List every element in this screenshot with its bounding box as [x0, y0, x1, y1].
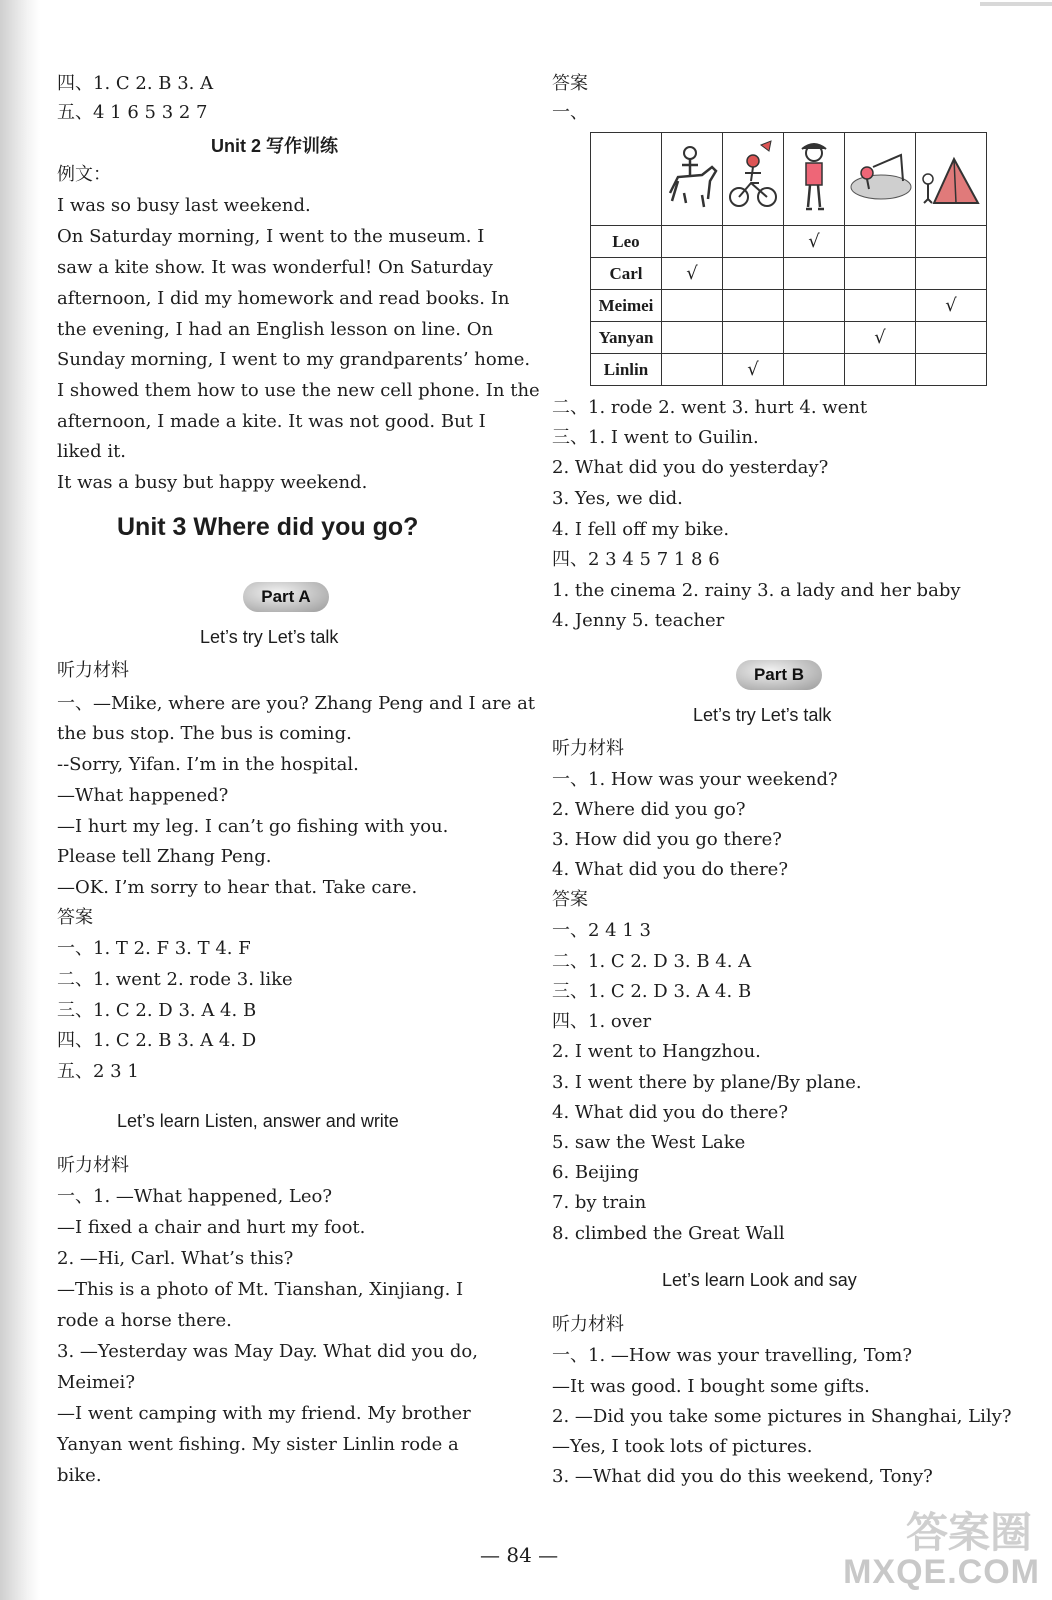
table-cell	[784, 354, 845, 386]
part-a-badge: Part A	[243, 582, 329, 612]
unit2-title: Unit 2 写作训练	[211, 136, 339, 156]
table-cell	[845, 290, 916, 322]
answer-line: 2. I went to Hangzhou.	[552, 1041, 761, 1062]
table-cell	[662, 226, 723, 258]
dialogue-line: —This is a photo of Mt. Tianshan, Xinjiang. I	[57, 1279, 464, 1300]
horse-rider-icon	[664, 137, 720, 217]
essay-line: saw a kite show. It was wonderful! On Saturday	[57, 257, 493, 278]
essay-line: liked it.	[57, 441, 127, 462]
picture-fishing	[845, 133, 916, 226]
table-cell	[916, 354, 987, 386]
table-cell	[723, 290, 784, 322]
table-cell	[723, 258, 784, 290]
answer-label: 答案	[552, 889, 588, 910]
bike-icon	[725, 137, 781, 217]
listening-label: 听力材料	[552, 738, 624, 759]
answer-line: 6. Beijing	[552, 1162, 639, 1183]
table-cell	[662, 290, 723, 322]
row-name: Leo	[591, 226, 662, 258]
answer-line: 一、2 4 1 3	[552, 920, 651, 941]
table-cell	[845, 354, 916, 386]
table-picture-row	[591, 133, 987, 226]
answer-line: 五、2 3 1	[57, 1061, 139, 1082]
dialogue-line: —I hurt my leg. I can’t go fishing with you.	[57, 816, 449, 837]
answer-label: 答案	[552, 73, 588, 94]
answer-line: 3. Yes, we did.	[552, 488, 683, 509]
table-cell	[784, 322, 845, 354]
picture-horse-riding	[662, 133, 723, 226]
tick-mark: √	[845, 322, 916, 354]
answer-line: 四、2 3 4 5 7 1 8 6	[552, 549, 720, 570]
table-cell	[723, 226, 784, 258]
row-name: Meimei	[591, 290, 662, 322]
unit3-title: Unit 3 Where did you go?	[117, 513, 419, 541]
row-name: Linlin	[591, 354, 662, 386]
dialogue-line: --Sorry, Yifan. I’m in the hospital.	[57, 754, 359, 775]
dialogue-line: rode a horse there.	[57, 1310, 232, 1331]
question-number: 一、	[552, 102, 588, 123]
essay-line: I was so busy last weekend.	[57, 195, 311, 216]
table-cell	[916, 258, 987, 290]
answer-line: 二、1. rode 2. went 3. hurt 4. went	[552, 397, 868, 418]
picture-hurt-foot	[784, 133, 845, 226]
answer-line: 4. Jenny 5. teacher	[552, 610, 725, 631]
watermark-url: MXQE.COM	[843, 1553, 1040, 1591]
table-cell	[662, 322, 723, 354]
tick-mark: √	[916, 290, 987, 322]
question-line: 2. Where did you go?	[552, 799, 746, 820]
answer-line: 五、4 1 6 5 3 2 7	[57, 102, 208, 123]
dialogue-line: —What happened?	[57, 785, 229, 806]
answer-line: 一、1. T 2. F 3. T 4. F	[57, 938, 251, 959]
table-row	[591, 290, 987, 322]
dialogue-line: —I fixed a chair and hurt my foot.	[57, 1217, 366, 1238]
boy-icon	[786, 137, 842, 217]
tick-mark: √	[723, 354, 784, 386]
section-heading: Let’s try Let’s talk	[200, 627, 339, 647]
answer-line: 1. the cinema 2. rainy 3. a lady and her baby	[552, 580, 961, 601]
essay-line: Sunday morning, I went to my grandparents’ home.	[57, 349, 531, 370]
dialogue-line: 3. —Yesterday was May Day. What did you do,	[57, 1341, 478, 1362]
dialogue-line: 2. —Hi, Carl. What’s this?	[57, 1248, 294, 1269]
answer-line: 5. saw the West Lake	[552, 1132, 746, 1153]
dialogue-line: —I went camping with my friend. My brother	[57, 1403, 471, 1424]
answer-line: 四、1. over	[552, 1011, 652, 1032]
dialogue-line: the bus stop. The bus is coming.	[57, 723, 352, 744]
answer-line: 四、1. C 2. B 3. A 4. D	[57, 1030, 257, 1051]
dialogue-line: —It was good. I bought some gifts.	[552, 1376, 870, 1397]
table-row	[591, 322, 987, 354]
listening-label: 听力材料	[57, 1155, 129, 1176]
watermark-logo: 答案圈	[905, 1508, 1032, 1557]
answer-line: 三、1. I went to Guilin.	[552, 427, 759, 448]
dialogue-line: —Yes, I took lots of pictures.	[552, 1436, 813, 1457]
answer-line: 四、1. C 2. B 3. A	[57, 73, 214, 94]
row-name: Carl	[591, 258, 662, 290]
tick-mark: √	[662, 258, 723, 290]
table-cell	[723, 322, 784, 354]
tick-mark: √	[784, 226, 845, 258]
table-cell	[845, 258, 916, 290]
essay-line: I showed them how to use the new cell phone. In the	[57, 380, 540, 401]
picture-cycling	[723, 133, 784, 226]
essay-line: It was a busy but happy weekend.	[57, 472, 368, 493]
table-cell	[784, 258, 845, 290]
listening-label: 听力材料	[552, 1314, 624, 1335]
answer-line: 三、1. C 2. D 3. A 4. B	[57, 1000, 257, 1021]
dialogue-line: bike.	[57, 1465, 102, 1486]
table-cell	[916, 322, 987, 354]
answer-line: 二、1. C 2. D 3. B 4. A	[552, 951, 752, 972]
question-line: 一、1. How was your weekend?	[552, 769, 838, 790]
table-row	[591, 354, 987, 386]
answer-line: 8. climbed the Great Wall	[552, 1223, 785, 1244]
dialogue-line: Meimei?	[57, 1372, 135, 1393]
section-heading: Let’s learn Listen, answer and write	[117, 1111, 399, 1131]
answer-label: 答案	[57, 907, 93, 928]
row-name: Yanyan	[591, 322, 662, 354]
dialogue-line: 2. —Did you take some pictures in Shanghai, Lily?	[552, 1406, 1012, 1427]
dialogue-line: 一、1. —How was your travelling, Tom?	[552, 1345, 912, 1366]
page-number: — 84 —	[480, 1543, 559, 1567]
dialogue-line: Please tell Zhang Peng.	[57, 846, 272, 867]
fishing-icon	[845, 137, 915, 217]
picture-camping	[916, 133, 987, 226]
table-cell	[845, 226, 916, 258]
tent-icon	[916, 137, 986, 217]
answer-line: 3. I went there by plane/By plane.	[552, 1072, 862, 1093]
answer-line: 7. by train	[552, 1192, 647, 1213]
top-edge-line	[980, 2, 1052, 6]
dialogue-line: Yanyan went fishing. My sister Linlin rode a	[57, 1434, 459, 1455]
essay-line: the evening, I had an English lesson on line. On	[57, 319, 494, 340]
page-gutter-shadow	[0, 0, 40, 1600]
dialogue-line: 一、—Mike, where are you? Zhang Peng and I are at	[57, 693, 536, 714]
table-cell	[916, 226, 987, 258]
question-line: 3. How did you go there?	[552, 829, 782, 850]
listening-label: 听力材料	[57, 660, 129, 681]
essay-line: afternoon, I made a kite. It was not good. But I	[57, 411, 486, 432]
section-heading: Let’s learn Look and say	[662, 1270, 857, 1290]
essay-line: afternoon, I did my homework and read books. In	[57, 288, 510, 309]
example-label: 例文：	[57, 164, 111, 185]
answer-line: 二、1. went 2. rode 3. like	[57, 969, 293, 990]
dialogue-line: 3. —What did you do this weekend, Tony?	[552, 1466, 933, 1487]
table-row	[591, 258, 987, 290]
answer-line: 2. What did you do yesterday?	[552, 457, 829, 478]
section-heading: Let’s try Let’s talk	[693, 705, 832, 725]
essay-line: On Saturday morning, I went to the museum. I	[57, 226, 485, 247]
answer-table	[590, 132, 987, 386]
answer-line: 4. I fell off my bike.	[552, 519, 730, 540]
table-cell	[784, 290, 845, 322]
part-b-badge: Part B	[736, 660, 822, 690]
answer-line: 4. What did you do there?	[552, 1102, 788, 1123]
table-row	[591, 226, 987, 258]
dialogue-line: —OK. I’m sorry to hear that. Take care.	[57, 877, 418, 898]
table-corner-cell	[591, 133, 662, 226]
table-cell	[662, 354, 723, 386]
answer-line: 三、1. C 2. D 3. A 4. B	[552, 981, 752, 1002]
dialogue-line: 一、1. —What happened, Leo?	[57, 1186, 333, 1207]
question-line: 4. What did you do there?	[552, 859, 788, 880]
